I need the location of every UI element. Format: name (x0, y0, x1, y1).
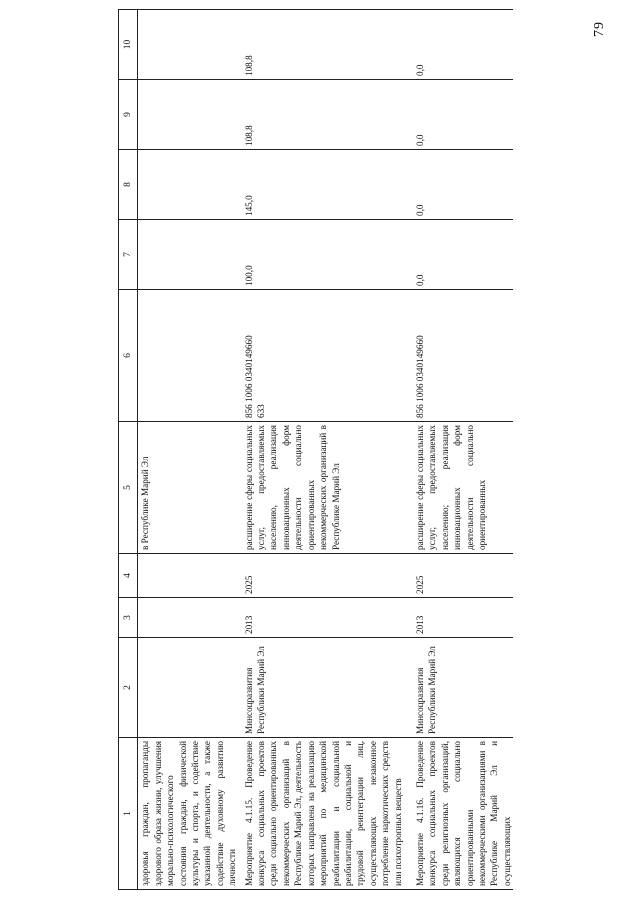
table-row (239, 10, 410, 890)
budget-classification-cell: 856 1006 0340149660 (410, 290, 513, 422)
start-year-cell (138, 598, 239, 638)
page-number: 79 (592, 21, 607, 37)
expected-result-cell: в Республике Марий Эл (138, 422, 239, 554)
column-header: 8 (119, 150, 138, 220)
column-header: 3 (119, 598, 138, 638)
rotated-page-content (118, 10, 618, 890)
column-header: 6 (119, 290, 138, 422)
responsible-executor-cell: Минсоцразвития Республики Марий Эл (239, 638, 410, 738)
column-header: 10 (119, 10, 138, 80)
expected-result-cell: расширение сферы социальных услуг, предоставляемых населению; реализация инновационных форм деятельности социально ориентированных (410, 422, 513, 554)
amount-cell: 100,0 (239, 220, 410, 290)
table-row (138, 10, 239, 890)
column-header: 1 (119, 738, 138, 890)
amount-cell: 0,0 (410, 80, 513, 150)
column-header: 7 (119, 220, 138, 290)
end-year-cell (138, 554, 239, 598)
start-year-cell: 2013 (239, 598, 410, 638)
amount-cell: 108,8 (239, 10, 410, 80)
end-year-cell: 2025 (410, 554, 513, 598)
column-header: 9 (119, 80, 138, 150)
measure-description-cell: здоровья граждан, пропаганды здорового образа жизни, улучшения морально-психологического состояния граждан, физической культуры и спорта, и содействие указанной деятельности, а также содействие духовному развитию личности (138, 738, 239, 890)
column-number-header-row (119, 10, 138, 890)
amount-cell (138, 10, 239, 80)
table-row (410, 10, 513, 890)
amount-cell: 0,0 (410, 150, 513, 220)
responsible-executor-cell: Минсоцразвития Республики Марий Эл (410, 638, 513, 738)
responsible-executor-cell (138, 638, 239, 738)
program-measures-table (118, 9, 513, 890)
expected-result-cell: расширение сферы социальных услуг, предоставляемых населению, реализация инновационных форм деятельности социально ориентированных некоммерческих организаций в Республике Марий Эл (239, 422, 410, 554)
measure-description-cell: Мероприятие 4.1.15. Проведение конкурса социальных проектов среди социально ориентированных некоммерческих организаций в Республике Марий Эл, деятельность которых направлена на реализацию мероприятий по медицинской реабилитации и социальной реабилитации, социальной и трудовой реинтеграции лиц, осуществляющих незаконное потребление наркотических средств или психотропных веществ (239, 738, 410, 890)
amount-cell (138, 220, 239, 290)
measure-description-cell: Мероприятие 4.1.16. Проведение конкурса социальных проектов среди религиозных организаций, являющихся социально ориентированными некоммерческими организациями в Республике Марий Эл и осуществляющих (410, 738, 513, 890)
amount-cell: 108,8 (239, 80, 410, 150)
column-header: 2 (119, 638, 138, 738)
amount-cell (138, 150, 239, 220)
end-year-cell: 2025 (239, 554, 410, 598)
column-header: 5 (119, 422, 138, 554)
amount-cell: 0,0 (410, 10, 513, 80)
budget-classification-cell (138, 290, 239, 422)
amount-cell (138, 80, 239, 150)
start-year-cell: 2013 (410, 598, 513, 638)
budget-classification-cell: 856 1006 0340149660 633 (239, 290, 410, 422)
amount-cell: 145,0 (239, 150, 410, 220)
column-header: 4 (119, 554, 138, 598)
amount-cell: 0,0 (410, 220, 513, 290)
